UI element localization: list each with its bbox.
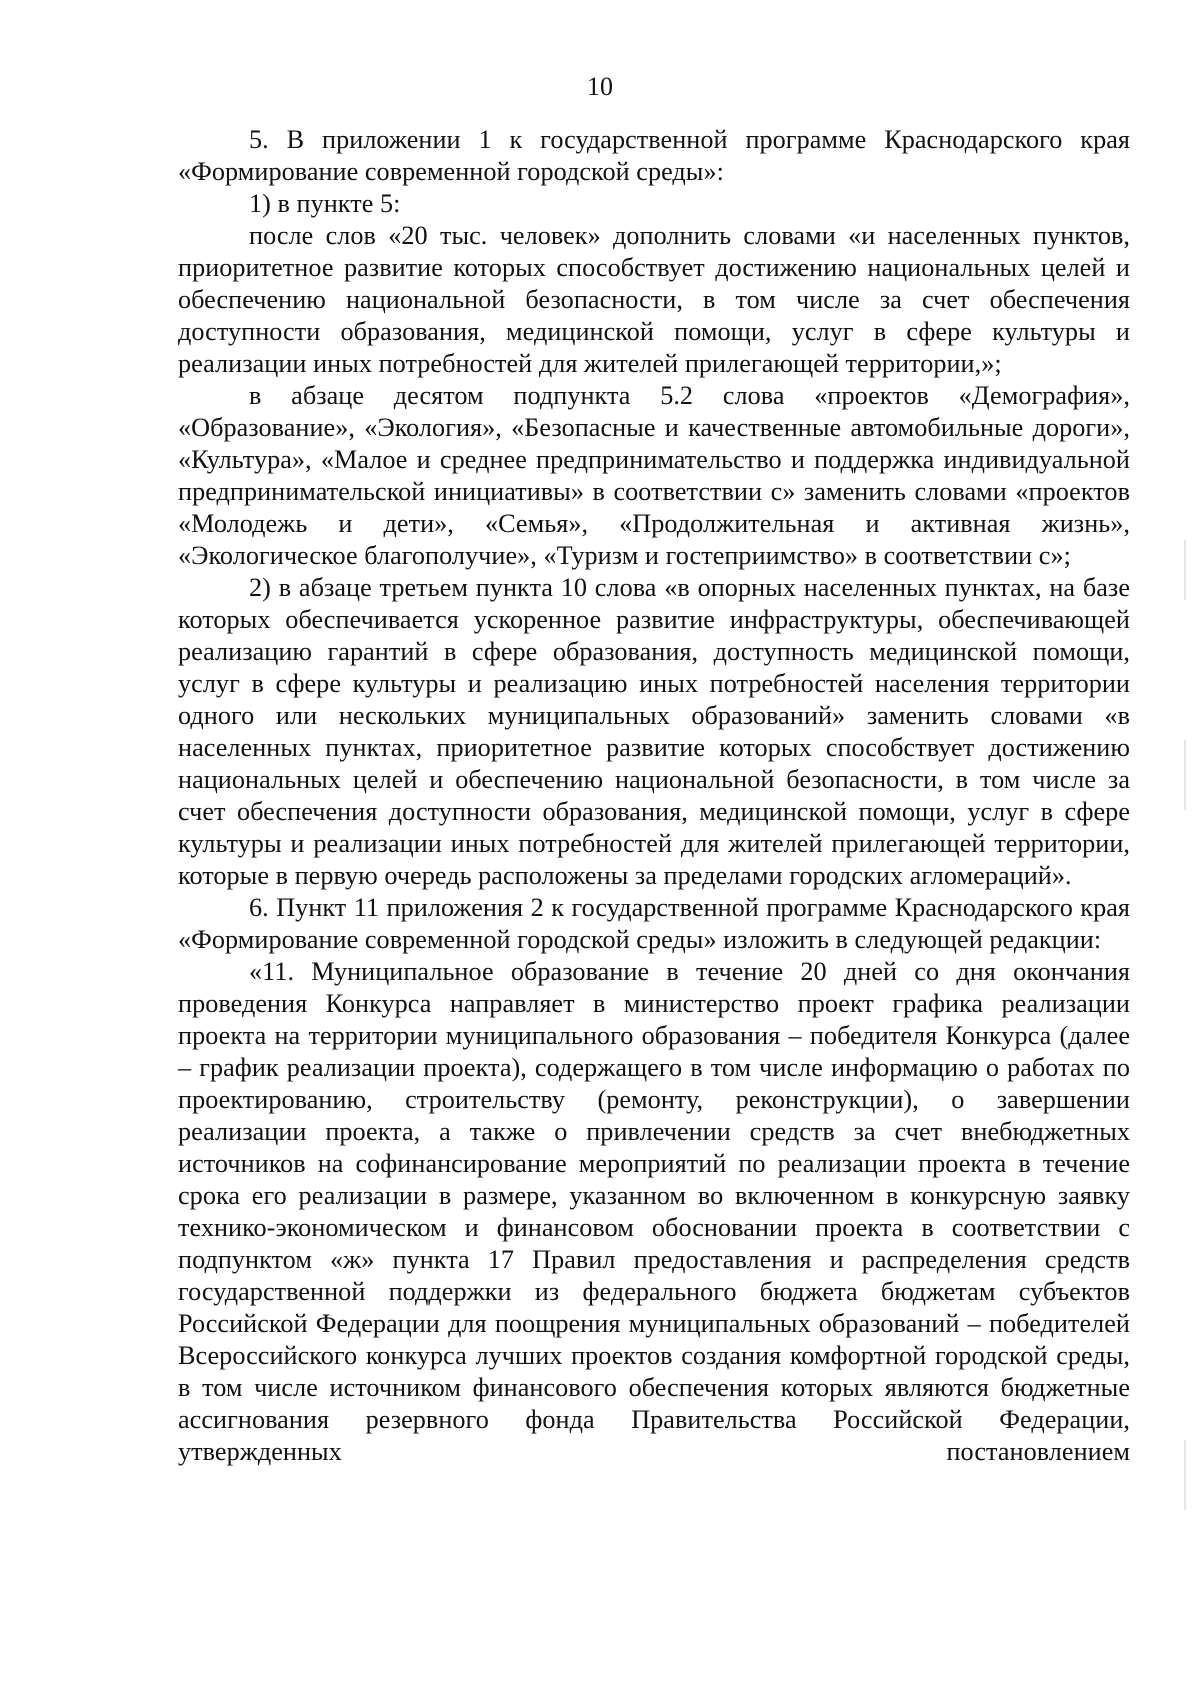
scan-edge-mark [1184, 540, 1186, 600]
paragraph-subitem-1: 1) в пункте 5: [249, 189, 401, 218]
paragraph-item-6: 6. Пункт 11 приложения 2 к государственной программе Краснодарского края «Формирование современной городской среды» изложить в следующей редакции: [178, 893, 1130, 954]
paragraph-amendment-subpoint-5-2: в абзаце десятом подпункта 5.2 слова «проектов «Демография», «Образование», «Экология», «Безопасные и качественные автомобильные дороги», «Культура», «Малое и среднее предпринимательство и поддержка индивидуальной предпринимательской инициативы» в соответствии с» заменить словами «проектов «Молодежь и дети», «Семья», «Продолжительная и активная жизнь», «Экологическое благополучие», «Туризм и гостеприимство» в соответствии с»; [178, 381, 1130, 570]
paragraph-subitem-2: 2) в абзаце третьем пункта 10 слова «в опорных населенных пунктах, на базе которых обеспечивается ускоренное развитие инфраструктуры, обеспечивающей реализацию гарантий в сфере образования, доступность медицинской помощи, услуг в сфере культуры и реализацию иных потребностей населения территории одного или нескольких муниципальных образований» заменить словами «в населенных пунктах, приоритетное развитие которых способствует достижению национальных целей и обеспечению национальной безопасности, в том числе за счет обеспечения доступности образования, медицинской помощи, услуг в сфере культуры и реализации иных потребностей для жителей прилегающей территории, которые в первую очередь расположены за пределами городских агломераций». [178, 573, 1130, 890]
scan-edge-mark [1184, 740, 1186, 810]
paragraph-amendment-point-5: после слов «20 тыс. человек» дополнить словами «и населенных пунктов, приоритетное развитие которых способствует достижению национальных целей и обеспечению национальной безопасности, в том числе за счет обеспечения доступности образования, медицинской помощи, услуг в сфере культуры и реализации иных потребностей для жителей прилегающей территории,»; [178, 221, 1130, 378]
scan-edge-mark [1184, 1440, 1186, 1510]
paragraph-new-point-11: «11. Муниципальное образование в течение 20 дней со дня окончания проведения Конкурса направляет в министерство проект графика реализации проекта на территории муниципального образования – победителя Конкурса (далее – график реализации проекта), содержащего в том числе информацию о работах по проектированию, строительству (ремонту, реконструкции), о завершении реализации проекта, а также о привлечении средств за счет внебюджетных источников на софинансирование мероприятий по реализации проекта в течение срока его реализации в размере, указанном во включенном в конкурсную заявку технико-экономическом и финансовом обосновании проекта в соответствии с подпунктом «ж» пункта 17 Правил предоставления и распределения средств государственной поддержки из федерального бюджета бюджетам субъектов Российской Федерации для поощрения муниципальных образований – победителей Всероссийского конкурса лучших проектов создания комфортной городской среды, в том числе источником финансового обеспечения которых являются бюджетные ассигнования резервного фонда Правительства Российской Федерации, утвержденных постановлением [178, 957, 1130, 1466]
paragraph-item-5: 5. В приложении 1 к государственной программе Краснодарского края «Формирование современной городской среды»: [178, 125, 1130, 186]
page-number: 10 [587, 72, 613, 101]
document-body [178, 124, 1130, 1468]
